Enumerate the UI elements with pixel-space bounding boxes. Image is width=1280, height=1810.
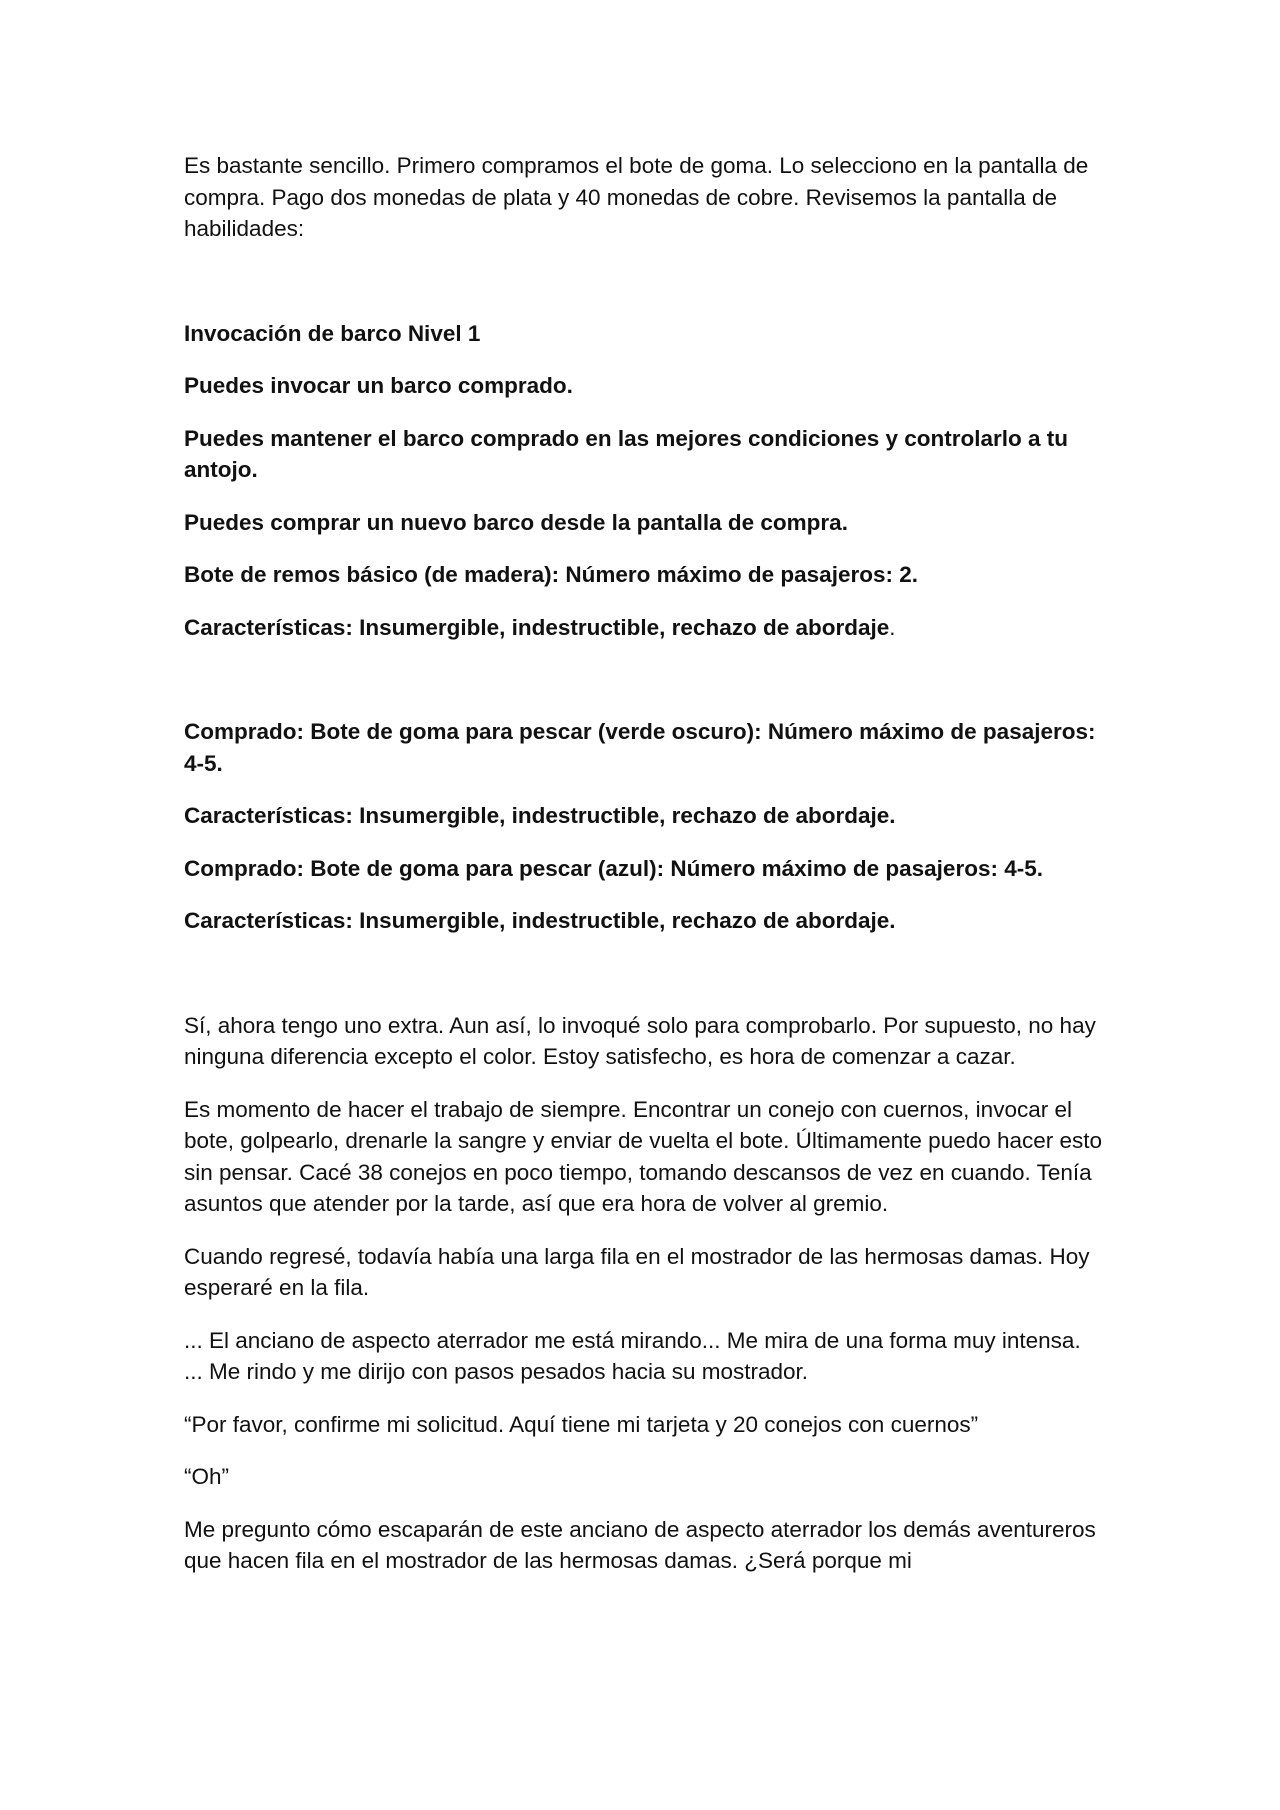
section-spacer	[184, 958, 1104, 1010]
story-paragraph: “Oh”	[184, 1464, 229, 1489]
skill-title: Invocación de barco Nivel 1	[184, 320, 481, 346]
skill-line-buy: Puedes comprar un nuevo barco desde la pantalla de compra.	[184, 509, 848, 535]
story-paragraph: ... El anciano de aspecto aterrador me está mirando... Me mira de una forma muy intensa. ... Me rindo y me dirijo con pasos pesados hacia su mostrador.	[184, 1327, 1081, 1384]
skill-line-maintain: Puedes mantener el barco comprado en las mejores condiciones y controlarlo a tu antojo.	[184, 425, 1069, 482]
section-spacer	[184, 664, 1104, 716]
story-paragraph: Es momento de hacer el trabajo de siempre. Encontrar un conejo con cuernos, invocar el bote, golpearlo, drenarle la sangre y enviar de vuelta el bote. Últimamente puedo hacer esto sin pensar. Cacé 38 conejos en poco tiempo, tomando descansos de vez en cuando. Tenía asuntos que atender por la tarde, así que era hora de volver al gremio.	[184, 1096, 1103, 1216]
boat-basic-features: Características: Insumergible, indestructible, rechazo de abordaje	[184, 614, 890, 640]
story-paragraph: Me pregunto cómo escaparán de este anciano de aspecto aterrador los demás aventureros que hacen fila en el mostrador de las hermosas damas. ¿Será porque mi	[184, 1516, 1096, 1573]
page-content	[184, 150, 1104, 1598]
story-paragraph: “Por favor, confirme mi solicitud. Aquí tiene mi tarjeta y 20 conejos con cuernos”	[184, 1411, 979, 1437]
boat-blue: Comprado: Bote de goma para pescar (azul): Número máximo de pasajeros: 4-5.	[184, 855, 1043, 881]
section-spacer	[184, 266, 1104, 318]
intro-paragraph: Es bastante sencillo. Primero compramos el bote de goma. Lo selecciono en la pantalla de compra. Pago dos monedas de plata y 40 monedas de cobre. Revisemos la pantalla de habilidades:	[184, 153, 1089, 241]
story-paragraph: Sí, ahora tengo uno extra. Aun así, lo invoqué solo para comprobarlo. Por supuesto, no hay ninguna diferencia excepto el color. Estoy satisfecho, es hora de comenzar a cazar.	[184, 1012, 1096, 1069]
boat-basic-features-period: .	[889, 614, 896, 640]
skill-line-summon: Puedes invocar un barco comprado.	[184, 373, 573, 398]
boat-basic-features-line	[184, 612, 1104, 644]
boat-green-features: Características: Insumergible, indestructible, rechazo de abordaje.	[184, 803, 896, 828]
story-paragraph: Cuando regresé, todavía había una larga fila en el mostrador de las hermosas damas. Hoy esperaré en la fila.	[184, 1243, 1090, 1300]
boat-blue-features: Características: Insumergible, indestructible, rechazo de abordaje.	[184, 908, 896, 933]
boat-green: Comprado: Bote de goma para pescar (verde oscuro): Número máximo de pasajeros: 4-5.	[184, 719, 1096, 776]
boat-basic: Bote de remos básico (de madera): Número máximo de pasajeros: 2.	[184, 562, 918, 587]
